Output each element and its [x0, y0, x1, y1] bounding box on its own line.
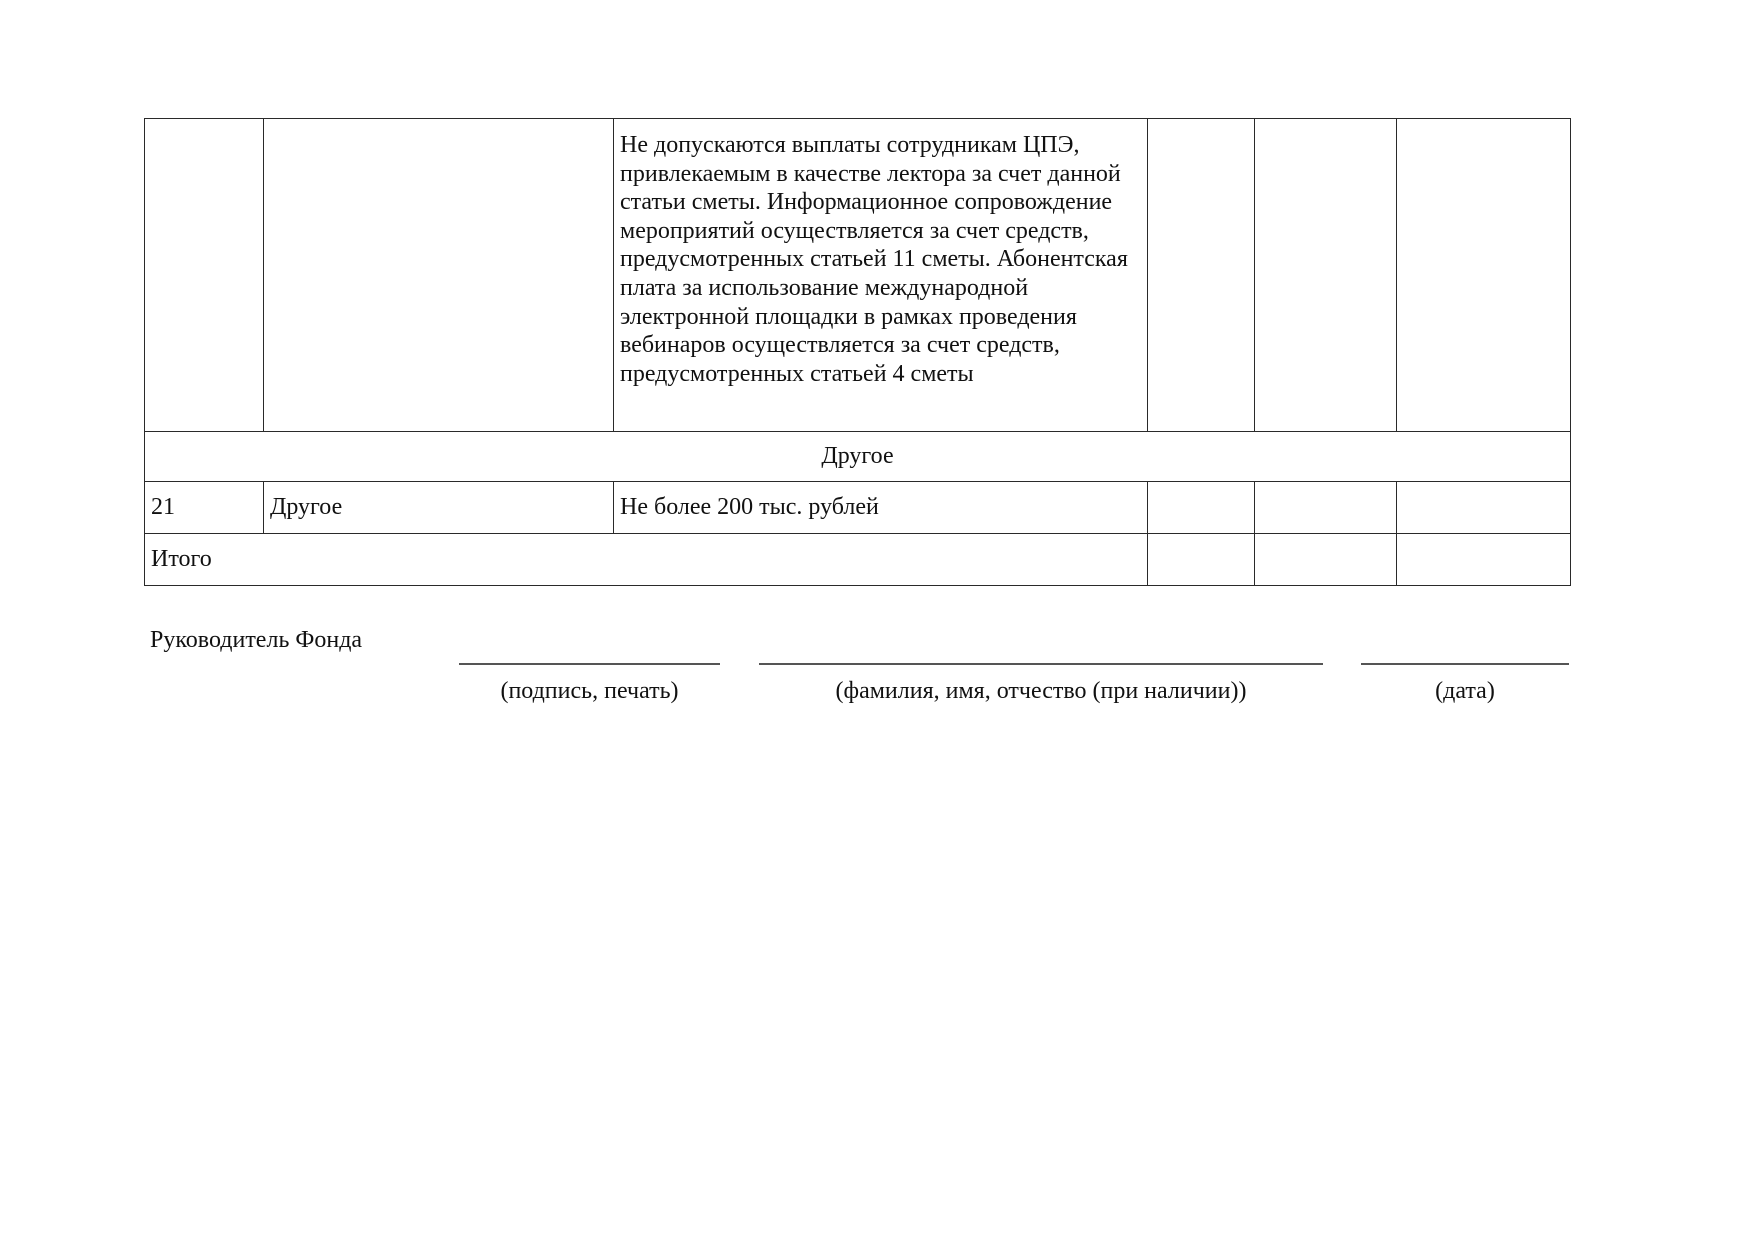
cell-name: Другое: [264, 482, 614, 534]
total-label: Итого: [145, 534, 1148, 586]
full-name-caption: (фамилия, имя, отчество (при наличии)): [835, 678, 1247, 704]
cell-value-3: [1397, 119, 1571, 432]
cell-number: [145, 119, 264, 432]
total-value-1: [1148, 534, 1255, 586]
table-row-continuation: [145, 119, 1571, 432]
signature-caption: (подпись, печать): [500, 678, 679, 704]
cell-value-1: [1148, 119, 1255, 432]
total-value-2: [1255, 534, 1397, 586]
estimate-table: [144, 118, 1571, 586]
date-caption: (дата): [1435, 678, 1495, 704]
cell-value-3: [1397, 482, 1571, 534]
table-section-header-row: [145, 432, 1571, 482]
date-line[interactable]: [1361, 663, 1569, 665]
signature-line[interactable]: [459, 663, 720, 665]
signatory-title: Руководитель Фонда: [150, 627, 363, 653]
cell-notes: Не более 200 тыс. рублей: [614, 482, 1148, 534]
table-total-row: [145, 534, 1571, 586]
section-header: Другое: [145, 432, 1571, 482]
cell-value-1: [1148, 482, 1255, 534]
cell-notes: Не допускаются выплаты сотрудникам ЦПЭ, привлекаемым в качестве лектора за счет данной статьи сметы. Информационное сопровождение мероприятий осуществляется за счет средств, предусмотренных статьей 11 сметы. Абонентская плата за использование международной электронной площадки в рамках проведения вебинаров осуществляется за счет средств, предусмотренных статьей 4 сметы: [614, 119, 1148, 432]
cell-value-2: [1255, 482, 1397, 534]
table-row: [145, 482, 1571, 534]
cell-value-2: [1255, 119, 1397, 432]
total-value-3: [1397, 534, 1571, 586]
cell-number: 21: [145, 482, 264, 534]
full-name-line[interactable]: [759, 663, 1323, 665]
cell-name: [264, 119, 614, 432]
